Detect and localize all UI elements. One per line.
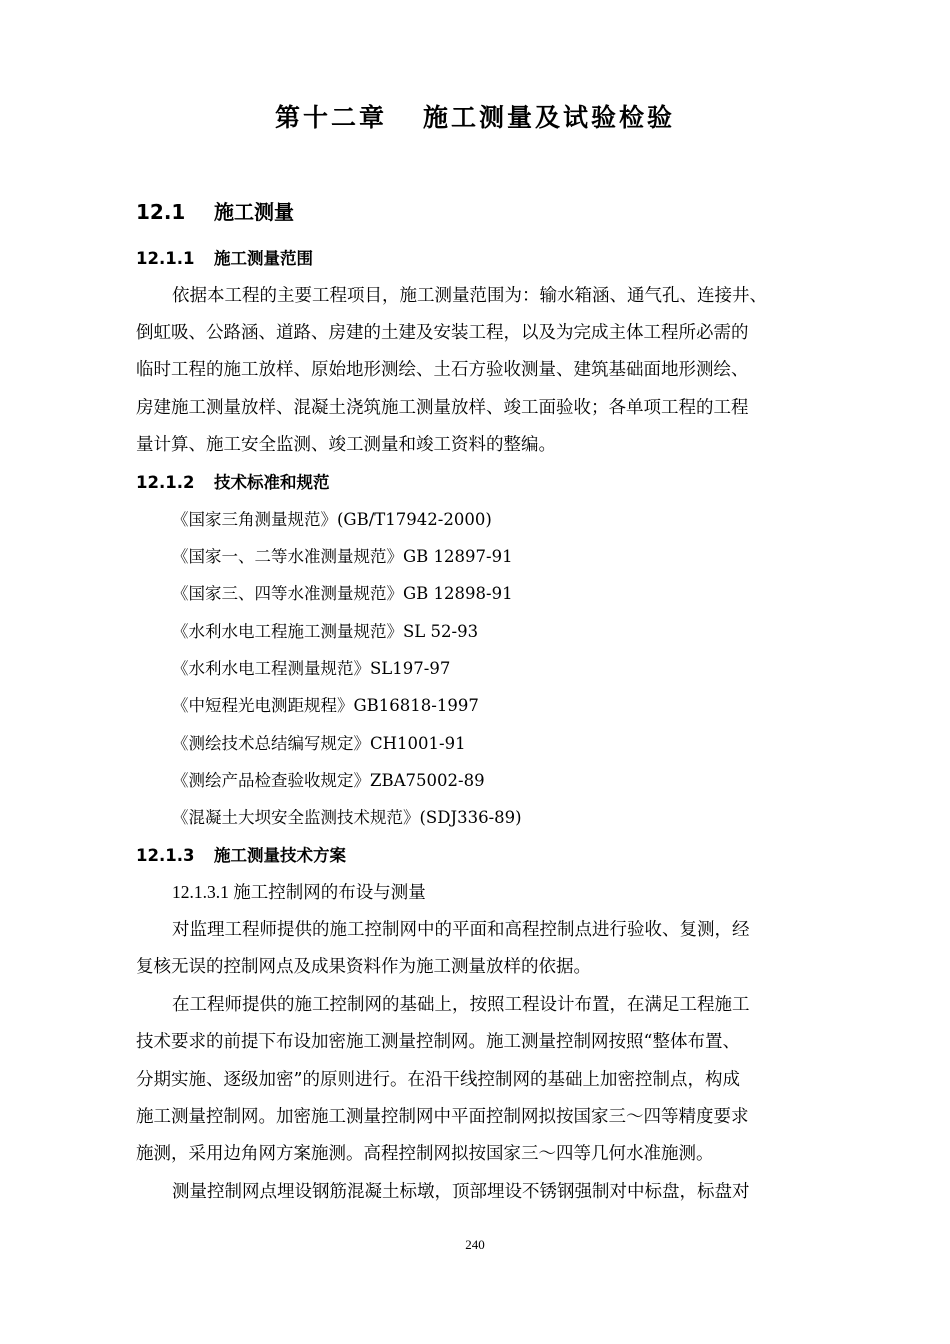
section-heading (136, 196, 294, 225)
subsection-number: 12.1.2 (136, 473, 195, 492)
subsection-heading-1 (136, 245, 313, 269)
paragraph-line: 测量控制网点埋设钢筋混凝土标墩，顶部埋设不锈钢强制对中标盘，标盘对 (172, 1182, 750, 1202)
subsection-heading-3 (136, 842, 346, 866)
chapter-title (0, 98, 950, 134)
subsection-heading-2 (136, 469, 330, 493)
paragraph-line: 施测，采用边角网方案施测。高程控制网拟按国家三～四等几何水准施测。 (136, 1144, 714, 1164)
paragraph-line: 临时工程的施工放样、原始地形测绘、土石方验收测量、建筑基础面地形测绘、 (136, 360, 749, 380)
subsection-title: 施工测量技术方案 (214, 846, 346, 865)
chapter-number: 第十二章 (274, 103, 387, 132)
chapter-name: 施工测量及试验检验 (423, 103, 676, 132)
paragraph-line: 对监理工程师提供的施工控制网中的平面和高程控制点进行验收、复测，经 (172, 920, 750, 940)
sub-subsection-heading: 12.1.3.1 施工控制网的布设与测量 (172, 882, 426, 902)
paragraph-line: 施工测量控制网。加密施工测量控制网中平面控制网拟按国家三～四等精度要求 (136, 1107, 749, 1127)
paragraph-line: 技术要求的前提下布设加密施工测量控制网。施工测量控制网按照“整体布置、 (136, 1032, 740, 1052)
standard-reference: 《国家三、四等水准测量规范》GB 12898-91 (172, 584, 513, 603)
standard-reference: 《混凝土大坝安全监测技术规范》(SDJ336-89) (172, 808, 522, 827)
paragraph-line: 分期实施、逐级加密”的原则进行。在沿干线控制网的基础上加密控制点，构成 (136, 1070, 740, 1090)
standard-reference: 《国家一、二等水准测量规范》GB 12897-91 (172, 547, 513, 566)
paragraph-line: 复核无误的控制网点及成果资料作为施工测量放样的依据。 (136, 957, 591, 977)
paragraph-line: 量计算、施工安全监测、竣工测量和竣工资料的整编。 (136, 435, 556, 455)
subsection-number: 12.1.3 (136, 846, 195, 865)
standard-reference: 《中短程光电测距规程》GB16818-1997 (172, 696, 479, 715)
standard-reference: 《水利水电工程施工测量规范》SL 52-93 (172, 622, 479, 641)
paragraph-line: 房建施工测量放样、混凝土浇筑施工测量放样、竣工面验收；各单项工程的工程 (136, 398, 749, 418)
section-title: 施工测量 (214, 200, 294, 224)
subsection-title: 技术标准和规范 (214, 473, 330, 492)
subsection-number: 12.1.1 (136, 249, 195, 268)
section-number: 12.1 (136, 200, 186, 224)
standard-reference: 《测绘技术总结编写规定》CH1001-91 (172, 734, 466, 753)
page-number: 240 (465, 1237, 485, 1252)
standard-reference: 《水利水电工程测量规范》SL197-97 (172, 659, 451, 678)
paragraph-line: 在工程师提供的施工控制网的基础上，按照工程设计布置，在满足工程施工 (172, 995, 750, 1015)
standard-reference: 《国家三角测量规范》(GB/T17942-2000) (172, 510, 492, 529)
standard-reference: 《测绘产品检查验收规定》ZBA75002-89 (172, 771, 485, 790)
paragraph-line: 倒虹吸、公路涵、道路、房建的土建及安装工程，以及为完成主体工程所必需的 (136, 323, 749, 343)
paragraph-line: 依据本工程的主要工程项目，施工测量范围为：输水箱涵、通气孔、连接井、 (172, 286, 767, 306)
subsection-title: 施工测量范围 (214, 249, 313, 268)
